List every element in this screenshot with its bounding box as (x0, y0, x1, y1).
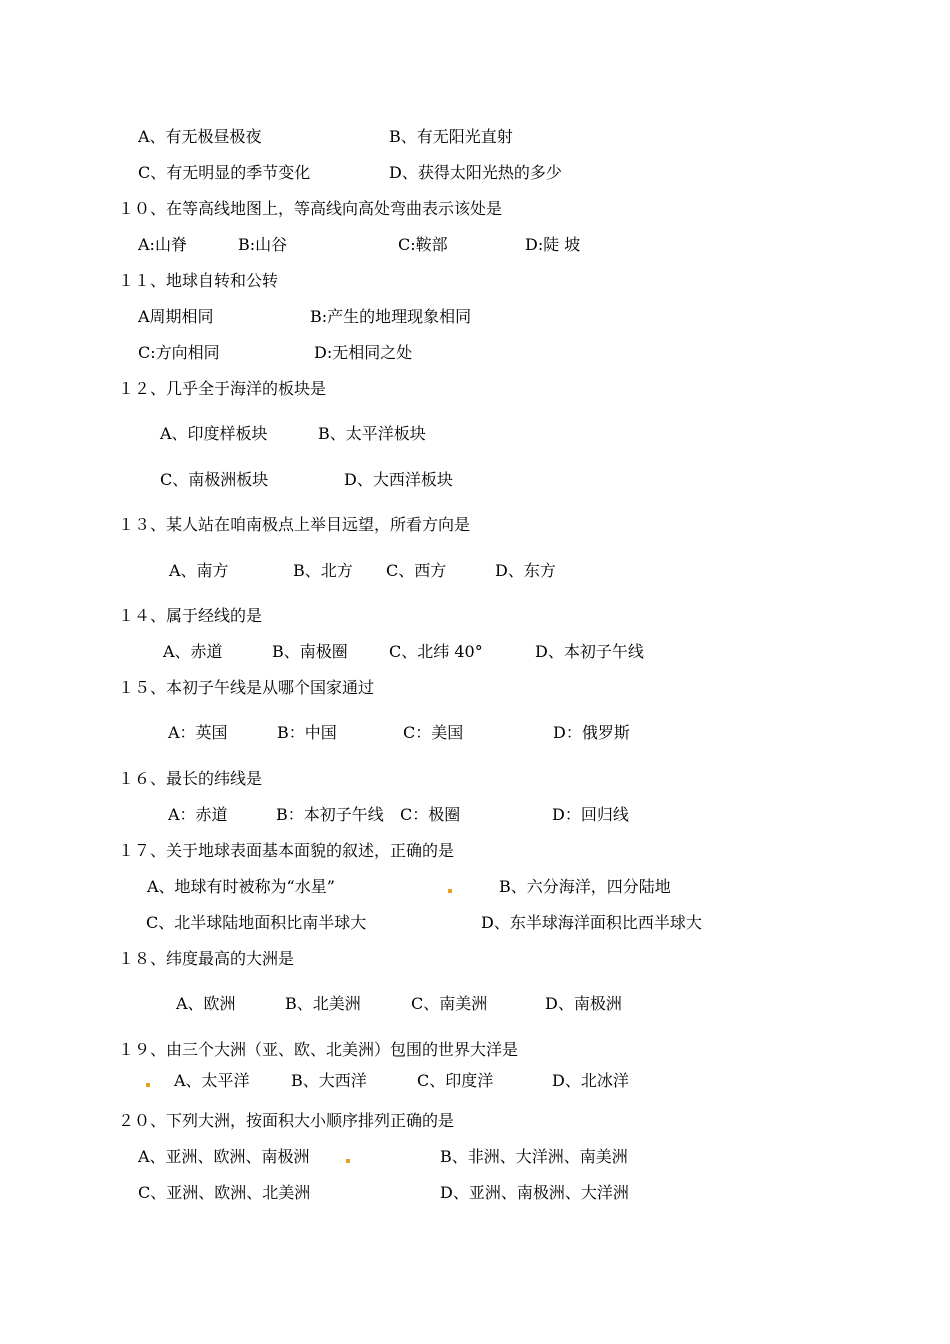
q14-option-c: C、北纬 40° (389, 642, 483, 661)
q15-option-d: D：俄罗斯 (553, 723, 630, 742)
q10-option-b: B:山谷 (238, 235, 288, 254)
q17-stem: １７、关于地球表面基本面貌的叙述，正确的是 (118, 841, 455, 860)
orange-mark (146, 1083, 150, 1087)
q9-option-c: C、有无明显的季节变化 (138, 163, 311, 182)
q19-option-c: C、印度洋 (417, 1071, 494, 1090)
q17-option-d: D、东半球海洋面积比西半球大 (481, 913, 702, 932)
q15-stem: １５、本初子午线是从哪个国家通过 (118, 678, 375, 697)
q20-option-c: C、亚洲、欧洲、北美洲 (138, 1183, 311, 1202)
q18-option-a: A、欧洲 (176, 994, 236, 1013)
q20-stem: ２０、下列大洲，按面积大小顺序排列正确的是 (118, 1111, 455, 1130)
q19-option-b: B、大西洋 (291, 1071, 367, 1090)
q16-stem: １６、最长的纬线是 (118, 769, 263, 788)
q15-option-b: B：中国 (277, 723, 337, 742)
q11-option-a: A周期相同 (138, 307, 214, 326)
q16-option-a: A：赤道 (168, 805, 228, 824)
q19-option-d: D、北冰洋 (552, 1071, 629, 1090)
q12-option-a: A、印度样板块 (160, 424, 268, 443)
q16-option-b: B：本初子午线 (276, 805, 384, 824)
q11-option-d: D:无相同之处 (314, 343, 413, 362)
q11-option-c: C:方向相同 (138, 343, 220, 362)
q10-option-a: A:山脊 (138, 235, 187, 254)
q10-option-c: C:鞍部 (398, 235, 448, 254)
q10-stem: １０、在等高线地图上，等高线向高处弯曲表示该处是 (118, 199, 503, 218)
q11-stem: １１、地球自转和公转 (118, 271, 279, 290)
q12-option-b: B、太平洋板块 (318, 424, 426, 443)
q12-option-d: D、大西洋板块 (344, 470, 453, 489)
q20-option-a: A、亚洲、欧洲、南极洲 (138, 1147, 310, 1166)
q13-option-a: A、南方 (169, 561, 229, 580)
q20-option-d: D、亚洲、南极洲、大洋洲 (440, 1183, 629, 1202)
q18-option-d: D、南极洲 (545, 994, 622, 1013)
q19-stem: １９、由三个大洲（亚、欧、北美洲）包围的世界大洋是 (118, 1040, 519, 1059)
orange-mark (346, 1159, 350, 1163)
q13-stem: １３、某人站在咱南极点上举目远望，所看方向是 (118, 515, 471, 534)
q14-option-a: A、赤道 (163, 642, 223, 661)
q17-option-a: A、地球有时被称为“水星” (147, 877, 335, 896)
q13-option-c: C、西方 (386, 561, 447, 580)
q10-option-d: D:陡 坡 (525, 235, 581, 254)
q15-option-a: A：英国 (168, 723, 228, 742)
q9-option-a: A、有无极昼极夜 (138, 127, 262, 146)
q17-option-b: B、六分海洋，四分陆地 (499, 877, 671, 896)
q20-option-b: B、非洲、大洋洲、南美洲 (440, 1147, 628, 1166)
q12-option-c: C、南极洲板块 (160, 470, 269, 489)
q14-option-b: B、南极圈 (272, 642, 348, 661)
q15-option-c: C：美国 (403, 723, 464, 742)
q9-option-d: D、获得太阳光热的多少 (389, 163, 562, 182)
q14-stem: １４、属于经线的是 (118, 606, 263, 625)
q17-option-c: C、北半球陆地面积比南半球大 (146, 913, 367, 932)
q11-option-b: B:产生的地理现象相同 (310, 307, 472, 326)
q18-option-c: C、南美洲 (411, 994, 488, 1013)
orange-mark (448, 889, 452, 893)
q14-option-d: D、本初子午线 (535, 642, 644, 661)
q19-option-a: A、太平洋 (174, 1071, 250, 1090)
q9-option-b: B、有无阳光直射 (389, 127, 513, 146)
q18-option-b: B、北美洲 (285, 994, 361, 1013)
q16-option-c: C：极圈 (400, 805, 461, 824)
q12-stem: １２、几乎全于海洋的板块是 (118, 379, 327, 398)
q18-stem: １８、纬度最高的大洲是 (118, 949, 295, 968)
q13-option-b: B、北方 (293, 561, 353, 580)
q13-option-d: D、东方 (495, 561, 556, 580)
q16-option-d: D：回归线 (552, 805, 629, 824)
